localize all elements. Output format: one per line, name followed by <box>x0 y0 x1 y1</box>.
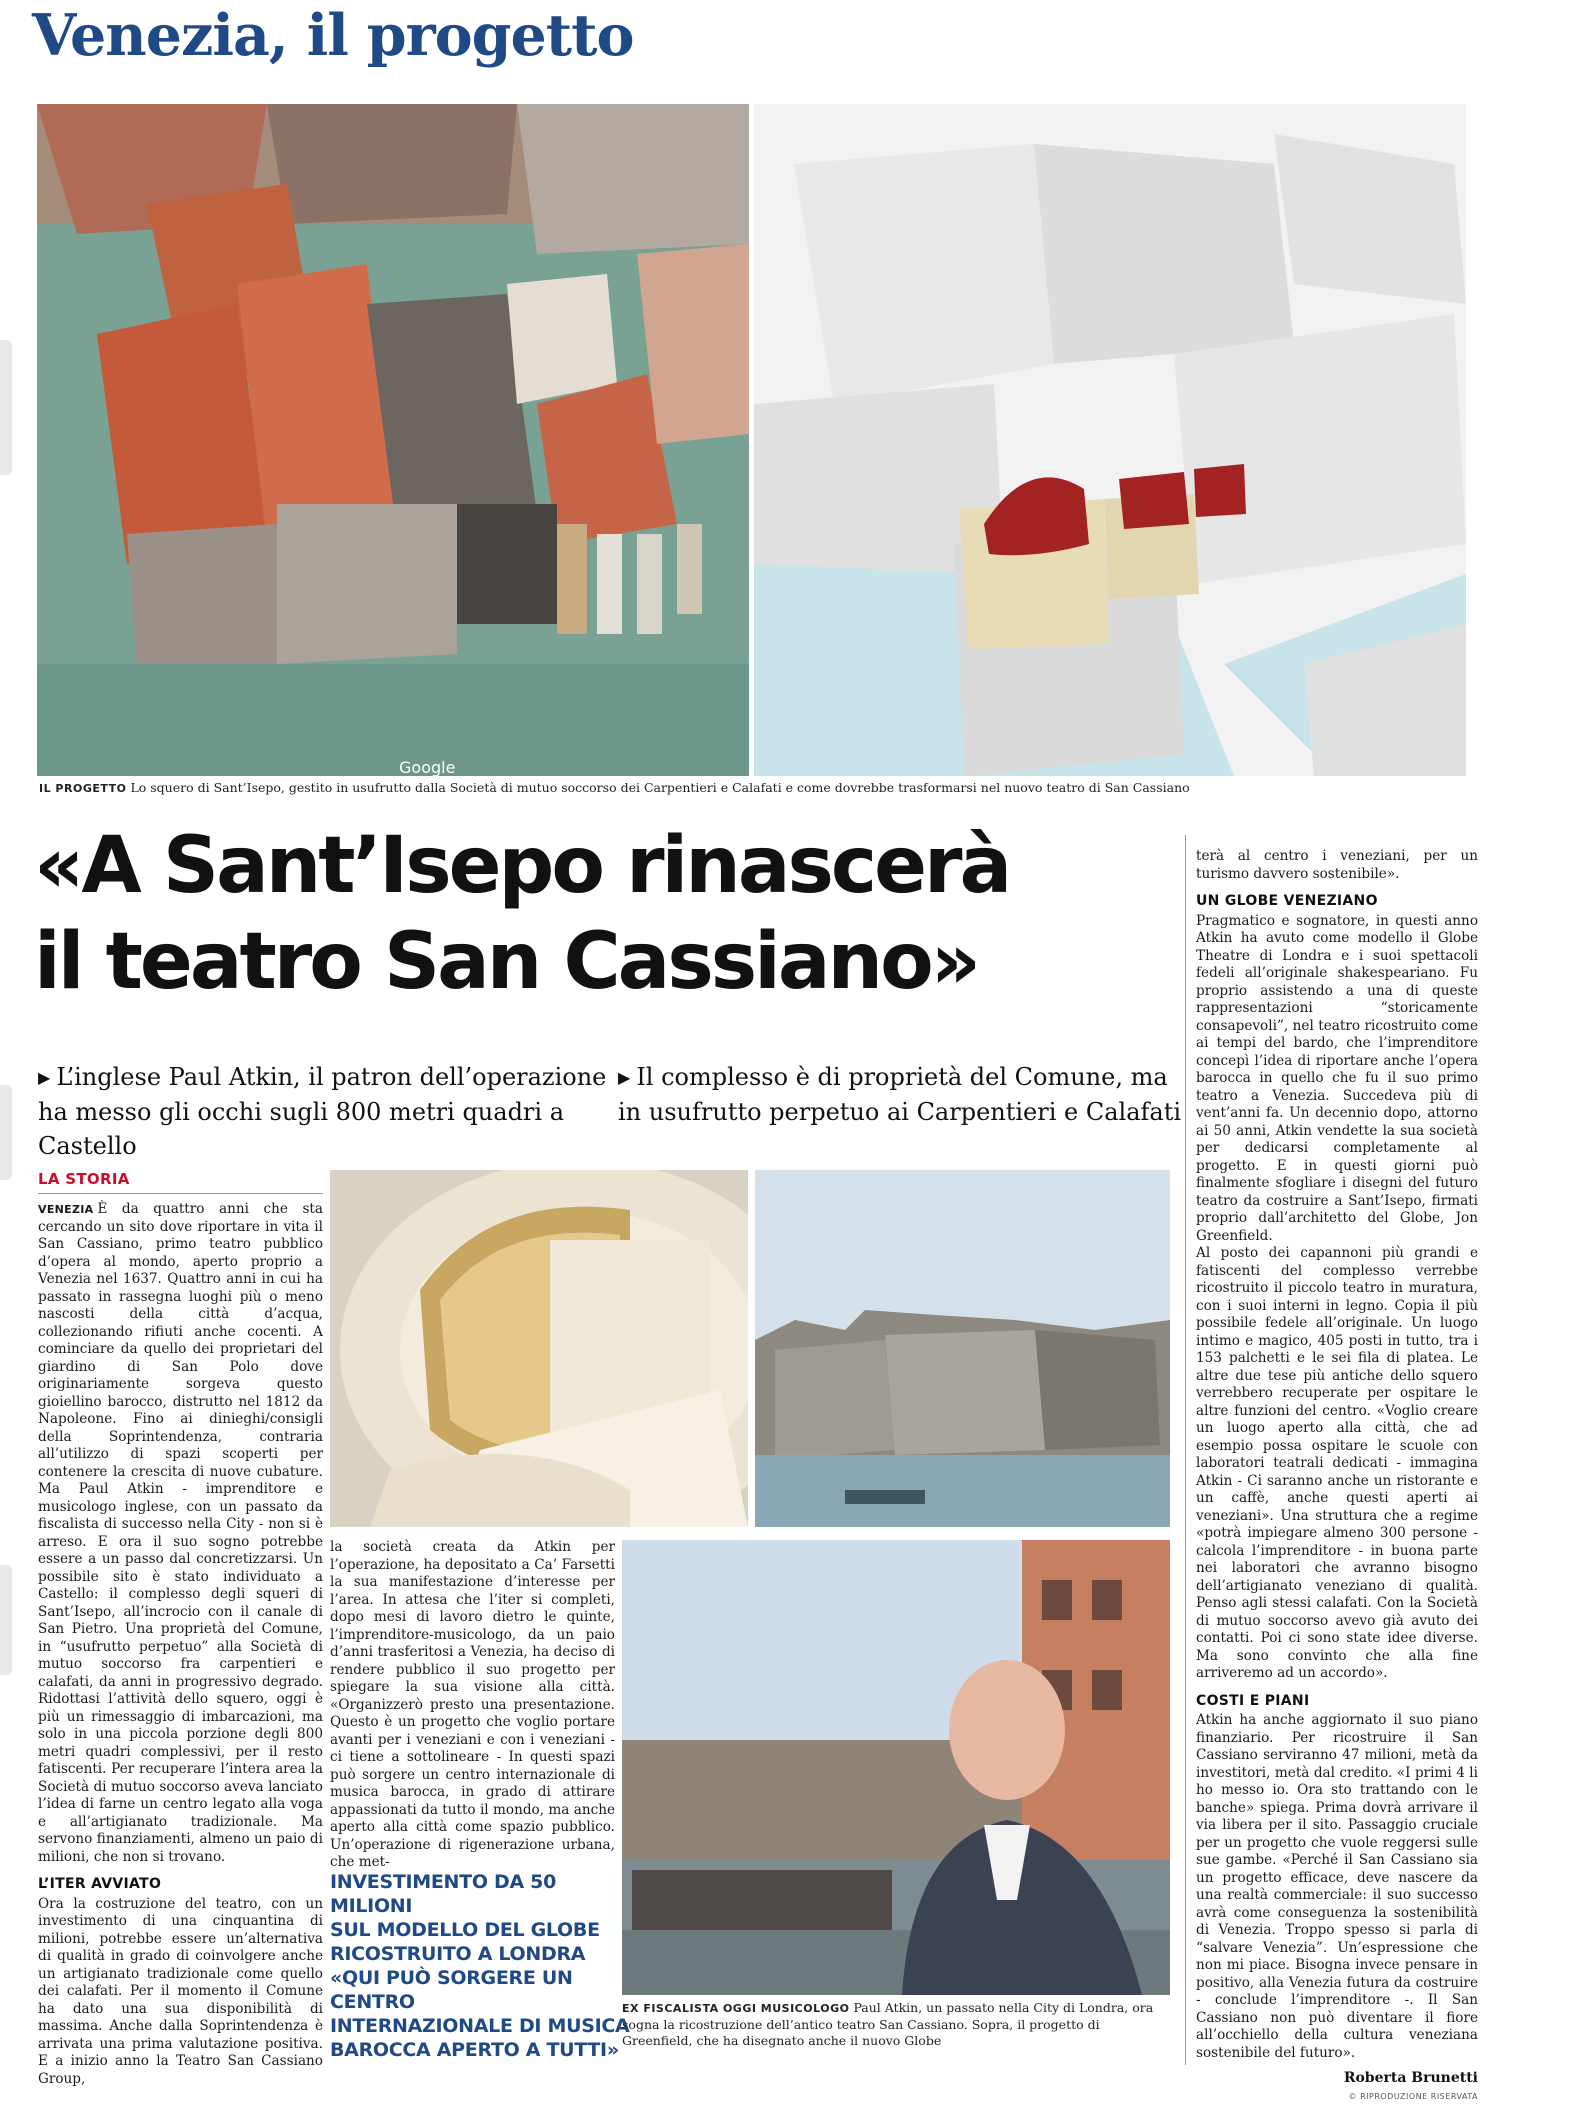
middle-column-text <box>330 1539 615 1872</box>
byline: Roberta Brunetti <box>1196 2070 1478 2088</box>
subhead-right-line-2: in usufrutto perpetuo ai Carpentieri e Calafati <box>618 1095 1198 1129</box>
portrait-caption <box>622 2000 1170 2049</box>
theatre-model-photo <box>330 1170 748 1527</box>
page-edge-mark <box>0 1565 12 1675</box>
kicker-rule <box>38 1193 323 1194</box>
right-para-2: Al posto dei capannoni più grandi e fatiscenti del complesso verrebbe ricostruito il piccolo teatro in muratura, con i suoi interni in legno. Copia il più possibile fedele all’originale. Un luogo intimo e magico, 405 posti in tutto, tra i 153 palchetti e le sei fila di platea. Le altre due tese più antiche dello squero verrebbero recuperate per ospitare le altre funzioni del centro. «Voglio creare un luogo aperto alla città, che ad esempio possa ospitare le scuole con laboratori teatrali dedicati - immagina Atkin - Ci saranno anche un ristorante e un caffè, anche questi aperti ai veneziani». Una struttura che a regime «potrà impiegare almeno 300 persone - calcola l’imprenditore - in buona parte nei laboratori che avranno bisogno dell’artigianato veneziano di qualità. Penso agli stessi calafati. Con la Società di mutuo soccorso avevo già avuto dei contatti. Poi ci sono state idee diverse. Ma sono convinto che alla fine arriveremo ad un accordo». <box>1196 1245 1478 1683</box>
pull-quote-line: SUL MODELLO DEL GLOBE <box>330 1918 630 1942</box>
pull-quote-line: RICOSTRUITO A LONDRA <box>330 1942 630 1966</box>
page-edge-mark <box>0 1085 12 1180</box>
portrait-caption-text: Paul Atkin, un passato nella City di Londra, ora sogna la ricostruzione dell’antico teatro San Cassiano. Sopra, il progetto di Greenfield, che ha disegnato anche il nuovo Globe <box>622 2000 1153 2048</box>
headline-line-1: «A Sant’Isepo rinascerà <box>34 818 1194 914</box>
map-watermark: Google <box>399 758 455 776</box>
right-intro: terà al centro i veneziani, per un turismo davvero sostenibile». <box>1196 848 1478 883</box>
left-column-text <box>38 1201 323 2088</box>
pull-quote-line: INVESTIMENTO DA 50 MILIONI <box>330 1870 630 1918</box>
pull-quote <box>330 1870 630 2062</box>
pull-quote-line: INTERNAZIONALE DI MUSICA <box>330 2014 630 2038</box>
render-3d-theatre <box>754 104 1466 776</box>
section-title: Venezia, il progetto <box>32 2 633 69</box>
subhead-right-line-1: Il complesso è di proprietà del Comune, ma <box>636 1063 1167 1091</box>
portrait-paul-atkin <box>622 1540 1170 1995</box>
right-para-1: Pragmatico e sognatore, in questi anno Atkin ha avuto come modello il Globe Theatre di Londra e i suoi spettacoli fedeli all’originale shakespeariano. Fu proprio assistendo a una di queste rappresentazioni “storicamente consapevoli”, nel teatro ricostruito come ai tempi del bardo, che l’imprenditore concepì l’idea di riportare anche l’opera barocca in quello che fu il suo primo teatro a Venezia. Succedeva più di vent’anni fa. Un decennio dopo, attorno ai 50 anni, Atkin vendette la sua società per dedicarsi completamente al progetto. E in questi giorni può finalmente sfogliare i disegni del futuro teatro da costruire a Sant’Isepo, firmati proprio dall’architetto del Globe, Jon Greenfield. <box>1196 913 1478 1246</box>
caption-tag: IL PROGETTO <box>39 782 126 795</box>
subhead-iter-avviato: L’ITER AVVIATO <box>38 1876 323 1894</box>
subhead-globe-veneziano: UN GLOBE VENEZIANO <box>1196 893 1478 911</box>
subhead-marker: ▶ <box>618 1068 630 1087</box>
dateline: VENEZIA <box>38 1203 93 1216</box>
middle-para: la società creata da Atkin per l’operazione, ha depositato a Ca’ Farsetti la sua manifestazione d’interesse per l’area. In attesa che l’iter si completi, dopo mesi di lavoro dietro le quinte, l’imprenditore-musicologo, da un paio d’anni trasferitosi a Venezia, ha deciso di rendere pubblico il suo progetto per spiegare la sua visione alla città. «Organizzerò presto una presentazione. Questo è un progetto che voglio portare avanti per i veneziani e con i veneziani - ci tiene a sottolineare - In questi spazi può sorgere un centro internazionale di musica barocca, in grado di attirare appassionati da tutto il mondo, ma anche aperto alla città come spazio pubblico. Un’operazione di rigenerazione urbana, che met- <box>330 1539 615 1872</box>
subhead-costi-e-piani: COSTI E PIANI <box>1196 1693 1478 1711</box>
column-divider <box>1185 835 1186 2065</box>
subhead-right <box>618 1060 1198 1129</box>
aerial-photo-squero <box>37 104 749 776</box>
right-column-text <box>1196 848 1478 2105</box>
page-edge-mark <box>0 340 12 475</box>
pull-quote-line: BAROCCA APERTO A TUTTI» <box>330 2038 630 2062</box>
squero-photo <box>755 1170 1170 1527</box>
portrait-caption-tag: EX FISCALISTA OGGI MUSICOLOGO <box>622 2002 849 2015</box>
subhead-left-line-2: ha messo gli occhi sugli 800 metri quadri a Castello <box>38 1095 618 1163</box>
subhead-left <box>38 1060 618 1163</box>
top-photo-caption <box>39 780 1469 797</box>
left-para-2: Ora la costruzione del teatro, con un investimento di una cinquantina di milioni, potrebbe essere un’alternativa di qualità in grado di coinvolgere anche un artigianato tradizionale come quello dei calafati. Per il momento il Comune ha dato una sua disponibilità di massima. Anche dalla Soprintendenza è arrivata una prima valutazione positiva. E a inizio anno la Teatro San Cassiano Group, <box>38 1896 323 2089</box>
caption-text: Lo squero di Sant’Isepo, gestito in usufrutto dalla Società di mutuo soccorso dei Carpentieri e Calafati e come dovrebbe trasformarsi nel nuovo teatro di San Cassiano <box>130 780 1189 795</box>
subhead-marker: ▶ <box>38 1068 50 1087</box>
subhead-left-line-1: L’inglese Paul Atkin, il patron dell’operazione <box>56 1063 606 1091</box>
pull-quote-line: «QUI PUÒ SORGERE UN CENTRO <box>330 1966 630 2014</box>
kicker-la-storia: LA STORIA <box>38 1170 323 1188</box>
headline <box>34 818 1194 1010</box>
headline-line-2: il teatro San Cassiano» <box>34 914 1194 1010</box>
right-para-3: Atkin ha anche aggiornato il suo piano finanziario. Per ricostruire il San Cassiano serviranno 47 milioni, metà da investitori, metà dal credito. «I primi 4 li ho messo io. Ora sto trattando con le banche» spiega. Prima dovrà arrivare il via libera per il sito. Passaggio cruciale per un progetto che vuole reggersi sulle sue gambe. «Perché il San Cassiano sia un progetto efficace, deve nascere da una realtà commerciale: il suo successo avrà come conseguenza la sostenibilità di Venezia. Troppo spesso si parla di “salvare Venezia”. Un’espressione che non mi piace. Bisogna invece pensare in positivo, alla Venezia futura da costruire - conclude l’imprenditore -. Il San Cassiano non può diventare il fiore all’occhiello della cultura veneziana sostenibile del futuro». <box>1196 1712 1478 2062</box>
left-para-1: È da quattro anni che sta cercando un sito dove riportare in vita il San Cassiano, primo teatro pubblico d’opera al mondo, aperto proprio a Venezia nel 1637. Quattro anni in cui ha passato in rassegna luoghi più o meno nascosti della città d’acqua, collezionando rifiuti anche cocenti. A cominciare da quello dei proprietari del giardino di San Polo dove originariamente sorgeva questo gioiellino barocco, distrutto nel 1812 da Napoleone. Fino ai dinieghi/consigli della Soprintendenza, contraria all’utilizzo di spazi scoperti per contenere la crescita di nuove cubature. Ma Paul Atkin - imprenditore e musicologo inglese, con un passato da fiscalista di successo nella City - non si è arreso. E ora il suo sogno potrebbe essere a un passo dal concretizzarsi. Un possibile sito è stato individuato a Castello: il complesso degli squeri di Sant’Isepo, all’incrocio con il canale di San Pietro. Una proprietà del Comune, in “usufrutto perpetuo” alla Società di mutuo soccorso fra carpentieri e calafati, da anni in progressivo degrado. Ridottasi l’attività dello squero, oggi è più un rimessaggio di imbarcazioni, ma solo in una piccola porzione degli 800 metri quadri complessivi, per il resto fatiscenti. Per recuperare l’intera area la Società di mutuo soccorso aveva lanciato l’idea di farne un centro legato alla voga e all’artigianato tradizionale. Ma servono finanziamenti, almeno un paio di milioni, che non si trovano. <box>38 1201 323 1865</box>
rights-notice: © RIPRODUZIONE RISERVATA <box>1196 2088 1478 2105</box>
